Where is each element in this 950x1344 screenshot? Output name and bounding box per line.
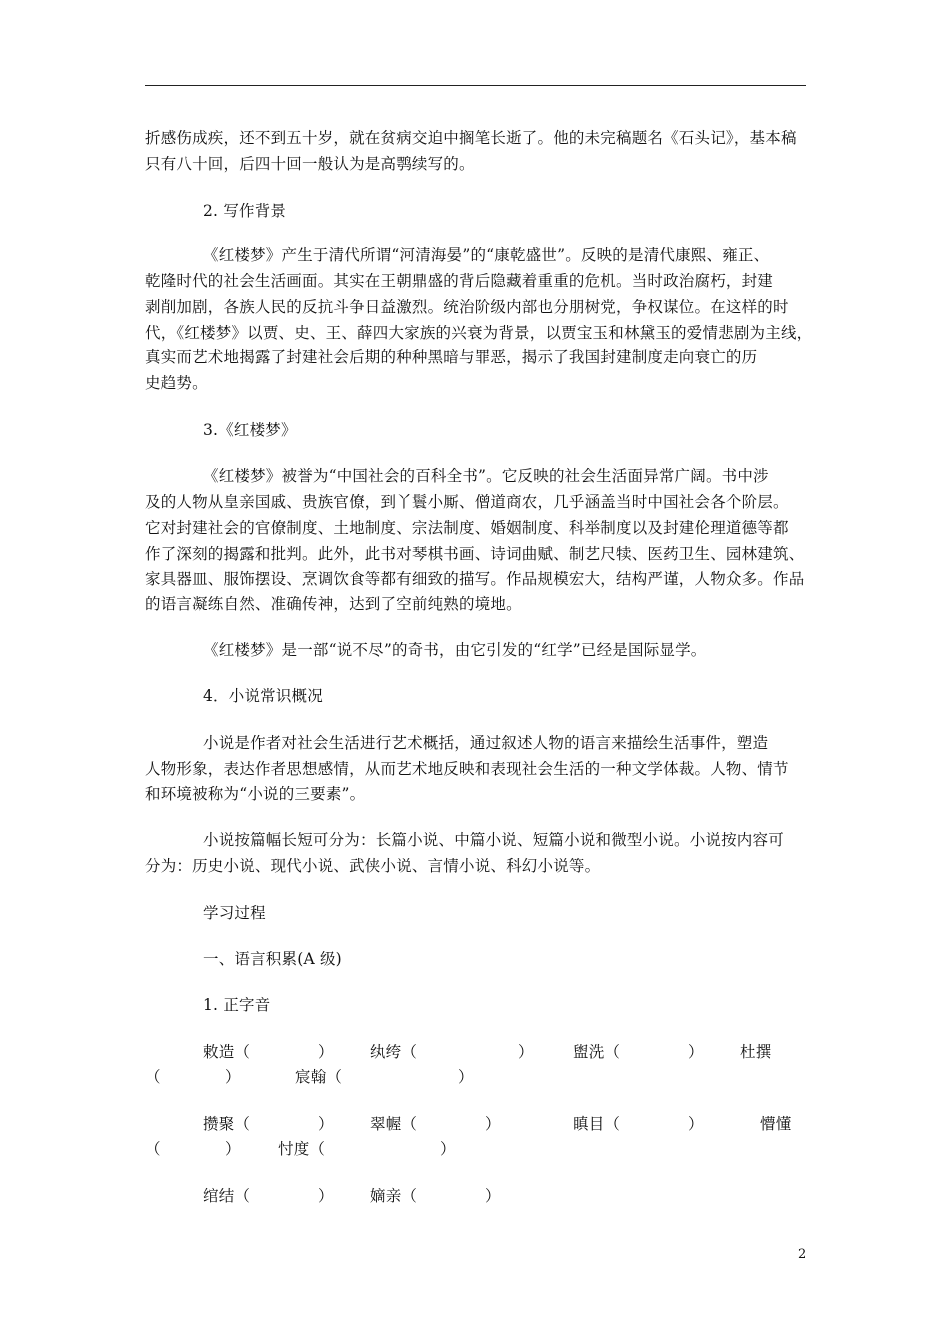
section-2-line-2: 乾隆时代的社会生活画面。其实在王朝鼎盛的背后隐藏着重重的危机。当时政治腐朽，封建 [145, 272, 774, 290]
header-rule [145, 85, 806, 86]
section-4-line-2: 人物形象，表达作者思想感情，从而艺术地反映和表现社会生活的一种文学体裁。人物、情节 [145, 760, 789, 778]
word-entry: 敕造（ [203, 1043, 251, 1061]
section-2-heading: 2. 写作背景 [203, 202, 287, 220]
section-3-line-4: 作了深刻的揭露和批判。此外，此书对琴棋书画、诗词曲赋、制艺尺犊、医药卫生、园林建筑、 [145, 545, 805, 563]
section-4-line-4: 小说按篇幅长短可分为：长篇小说、中篇小说、短篇小说和微型小说。小说按内容可 [203, 831, 784, 849]
word-entry: 嫡亲（ [370, 1187, 418, 1205]
intro-line-2: 只有八十回，后四十回一般认为是高鹗续写的。 [145, 155, 475, 173]
word-entry: 绾结（ [203, 1187, 251, 1205]
word-entry-open: （ [145, 1140, 161, 1158]
study-heading: 学习过程 [203, 904, 266, 922]
section-3-line-7: 《红楼梦》是一部“说不尽”的奇书，由它引发的“红学”已经是国际显学。 [203, 641, 707, 659]
word-entry: 杜撰 [740, 1043, 772, 1061]
section-3-heading: 3.《红楼梦》 [203, 421, 297, 439]
section-3-line-6: 的语言凝练自然、准确传神，达到了空前纯熟的境地。 [145, 595, 522, 613]
section-2-line-3: 剥削加剧，各族人民的反抗斗争日益激烈。统治阶级内部也分朋树党，争权谋位。在这样的时 [145, 298, 789, 316]
word-entry-close: ） [688, 1115, 704, 1133]
word-entry: 瞋目（ [573, 1115, 621, 1133]
section-2-line-1: 《红楼梦》产生于清代所谓“河清海晏”的“康乾盛世”。反映的是清代康熙、雍正、 [203, 246, 770, 264]
word-entry: 宸翰（ [295, 1068, 343, 1086]
word-entry: 盥洗（ [573, 1043, 621, 1061]
word-entry: 忖度（ [278, 1140, 326, 1158]
section-4-heading: 4．小说常识概况 [203, 687, 323, 705]
section-4-line-5: 分为：历史小说、现代小说、武侠小说、言情小说、科幻小说等。 [145, 857, 601, 875]
word-entry: 翠幄（ [370, 1115, 418, 1133]
word-entry-close: ） [318, 1187, 334, 1205]
section-4-line-1: 小说是作者对社会生活进行艺术概括，通过叙述人物的语言来描绘生活事件，塑造 [203, 734, 769, 752]
word-entry-close: ） [318, 1115, 334, 1133]
word-entry-close: ） [225, 1068, 241, 1086]
study-subheading: 一、语言积累(A 级) [203, 950, 342, 968]
word-entry-close: ） [688, 1043, 704, 1061]
word-entry-close: ） [518, 1043, 534, 1061]
word-entry-close: ） [485, 1115, 501, 1133]
word-entry-open: （ [145, 1068, 161, 1086]
section-4-line-3: 和环境被称为“小说的三要素”。 [145, 785, 366, 803]
section-2-line-6: 史趋势。 [145, 374, 208, 392]
section-2-line-5: 真实而艺术地揭露了封建社会后期的种种黑暗与罪恶，揭示了我国封建制度走向衰亡的历 [145, 348, 758, 366]
word-entry: 纨绔（ [370, 1043, 418, 1061]
word-entry-close: ） [225, 1140, 241, 1158]
word-entry-close: ） [485, 1187, 501, 1205]
word-entry: 攒聚（ [203, 1115, 251, 1133]
section-2-line-4: 代，《红楼梦》以贾、史、王、薛四大家族的兴衰为背景，以贾宝玉和林黛玉的爱情悲剧为主线， [145, 324, 813, 342]
section-3-line-3: 它对封建社会的官僚制度、土地制度、宗法制度、婚姻制度、科举制度以及封建伦理道德等都 [145, 519, 789, 537]
word-entry-close: ） [318, 1043, 334, 1061]
section-3-line-5: 家具器皿、服饰摆设、烹调饮食等都有细致的描写。作品规模宏大，结构严谨，人物众多。作品 [145, 570, 805, 588]
study-item-heading: 1. 正字音 [203, 996, 271, 1014]
word-entry-close: ） [458, 1068, 474, 1086]
intro-line-1: 折感伤成疾，还不到五十岁，就在贫病交迫中搁笔长逝了。他的未完稿题名《石头记》，基本稿 [145, 129, 797, 147]
section-3-line-1: 《红楼梦》被誉为“中国社会的百科全书”。它反映的社会生活面异常广阔。书中涉 [203, 467, 769, 485]
word-entry: 懵懂 [760, 1115, 792, 1133]
word-entry-close: ） [440, 1140, 456, 1158]
page-number: 2 [798, 1247, 807, 1262]
section-3-line-2: 及的人物从皇亲国戚、贵族官僚，到丫鬟小厮、僧道商农，几乎涵盖当时中国社会各个阶层。 [145, 493, 789, 511]
